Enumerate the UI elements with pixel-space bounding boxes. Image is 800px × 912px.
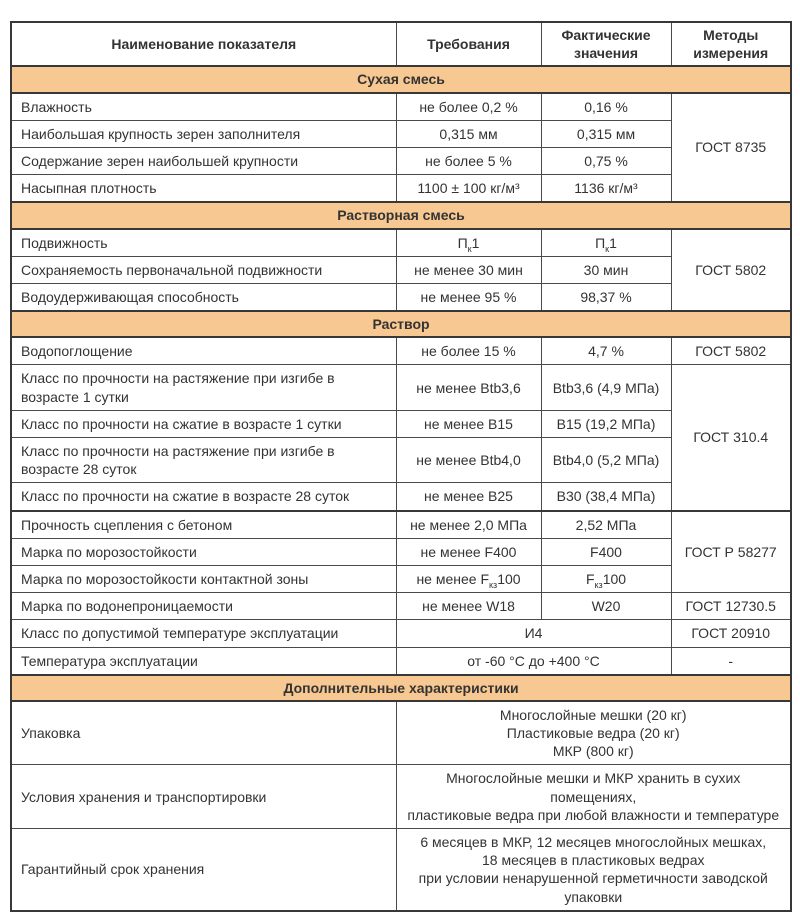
value-cell: ГОСТ Р 58277 — [671, 511, 791, 593]
value-cell: не менее 2,0 МПа — [396, 511, 541, 539]
value-cell: 0,16 % — [541, 93, 671, 121]
value-cell: ГОСТ 12730.5 — [671, 593, 791, 620]
value-cell: ГОСТ 20910 — [671, 620, 791, 647]
value-cell: не менее Btb3,6 — [396, 365, 541, 410]
table-row — [11, 365, 791, 410]
table-row — [11, 701, 791, 765]
value-cell: $П_к1$ — [396, 229, 541, 257]
indicator-name-cell: Наибольшая крупность зерен заполнителя — [11, 120, 396, 147]
section-band-row — [11, 675, 791, 701]
table-body — [11, 66, 791, 910]
value-cell: 1136 кг/м³ — [541, 175, 671, 203]
value-cell: не менее 95 % — [396, 283, 541, 311]
value-cell: Btb3,6 (4,9 МПа) — [541, 365, 671, 410]
value-cell: не менее W18 — [396, 593, 541, 620]
table-row — [11, 93, 791, 121]
indicator-name-cell: Класс по прочности на растяжение при изгибе в возрасте 28 суток — [11, 438, 396, 483]
indicator-name-cell: Марка по морозостойкости — [11, 538, 396, 565]
indicator-name-cell: Прочность сцепления с бетоном — [11, 511, 396, 539]
value-cell: не менее Btb4,0 — [396, 438, 541, 483]
section-band-row — [11, 202, 791, 228]
value-cell: не менее 30 мин — [396, 256, 541, 283]
section-band: Раствор — [11, 311, 791, 337]
value-cell: ГОСТ 5802 — [671, 337, 791, 365]
indicator-name-cell: Класс по допустимой температуре эксплуатации — [11, 620, 396, 647]
column-header-methods: Методы измерения — [671, 22, 791, 66]
table-header-row — [11, 22, 791, 66]
section-band: Дополнительные характеристики — [11, 675, 791, 701]
indicator-name-cell: Сохраняемость первоначальной подвижности — [11, 256, 396, 283]
value-cell: B30 (38,4 МПа) — [541, 483, 671, 511]
indicator-name-cell: Насыпная плотность — [11, 175, 396, 203]
indicator-name-cell: Температура эксплуатации — [11, 647, 396, 675]
table-row — [11, 765, 791, 829]
value-cell: не более 5 % — [396, 147, 541, 174]
indicator-name-cell: Условия хранения и транспортировки — [11, 765, 396, 829]
table-row — [11, 229, 791, 257]
value-cell: 0,315 мм — [396, 120, 541, 147]
table-row — [11, 593, 791, 620]
indicator-name-cell: Гарантийный срок хранения — [11, 829, 396, 911]
value-cell: от -60 °С до +400 °С — [396, 647, 671, 675]
section-band-row — [11, 66, 791, 92]
indicator-name-cell: Класс по прочности на сжатие в возрасте 1 сутки — [11, 410, 396, 437]
value-cell: F400 — [541, 538, 671, 565]
value-cell: Btb4,0 (5,2 МПа) — [541, 438, 671, 483]
value-cell: B15 (19,2 МПа) — [541, 410, 671, 437]
section-band-row — [11, 311, 791, 337]
indicator-name-cell: Класс по прочности на растяжение при изгибе в возрасте 1 сутки — [11, 365, 396, 410]
indicator-name-cell: Содержание зерен наибольшей крупности — [11, 147, 396, 174]
indicator-name-cell: Упаковка — [11, 701, 396, 765]
value-cell: ГОСТ 8735 — [671, 93, 791, 203]
indicator-name-cell: Влажность — [11, 93, 396, 121]
table-row — [11, 620, 791, 647]
table-row — [11, 647, 791, 675]
indicator-name-cell: Марка по водонепроницаемости — [11, 593, 396, 620]
value-cell: W20 — [541, 593, 671, 620]
value-cell: - — [671, 647, 791, 675]
indicator-name-cell: Подвижность — [11, 229, 396, 257]
value-cell: $F_{кз}100$ — [541, 565, 671, 592]
value-cell: ГОСТ 310.4 — [671, 365, 791, 511]
specification-table — [10, 21, 792, 912]
value-cell: 0,75 % — [541, 147, 671, 174]
value-cell: 6 месяцев в МКР, 12 месяцев многослойных мешках, 18 месяцев в пластиковых ведрах при условии ненарушенной герметичности заводской упаковки — [396, 829, 791, 911]
table-row — [11, 829, 791, 911]
value-cell: 4,7 % — [541, 337, 671, 365]
value-cell: Многослойные мешки (20 кг) Пластиковые ведра (20 кг) МКР (800 кг) — [396, 701, 791, 765]
value-cell: 0,315 мм — [541, 120, 671, 147]
indicator-name-cell: Водоудерживающая способность — [11, 283, 396, 311]
indicator-name-cell: Марка по морозостойкости контактной зоны — [11, 565, 396, 592]
value-cell: 30 мин — [541, 256, 671, 283]
table-row — [11, 511, 791, 539]
value-cell: не менее $F_{кз}100$ — [396, 565, 541, 592]
value-cell: не менее F400 — [396, 538, 541, 565]
value-cell: 2,52 МПа — [541, 511, 671, 539]
value-cell: И4 — [396, 620, 671, 647]
column-header-indicator: Наименование показателя — [11, 22, 396, 66]
column-header-requirements: Требования — [396, 22, 541, 66]
value-cell: не более 0,2 % — [396, 93, 541, 121]
value-cell: 1100 ± 100 кг/м³ — [396, 175, 541, 203]
value-cell: Многослойные мешки и МКР хранить в сухих помещениях, пластиковые ведра при любой влажности и температуре — [396, 765, 791, 829]
value-cell: не менее B25 — [396, 483, 541, 511]
section-band: Растворная смесь — [11, 202, 791, 228]
indicator-name-cell: Класс по прочности на сжатие в возрасте 28 суток — [11, 483, 396, 511]
indicator-name-cell: Водопоглощение — [11, 337, 396, 365]
column-header-actual-values: Фактические значения — [541, 22, 671, 66]
value-cell: $П_к1$ — [541, 229, 671, 257]
value-cell: 98,37 % — [541, 283, 671, 311]
value-cell: не менее B15 — [396, 410, 541, 437]
table-row — [11, 337, 791, 365]
value-cell: ГОСТ 5802 — [671, 229, 791, 312]
section-band: Сухая смесь — [11, 66, 791, 92]
value-cell: не более 15 % — [396, 337, 541, 365]
